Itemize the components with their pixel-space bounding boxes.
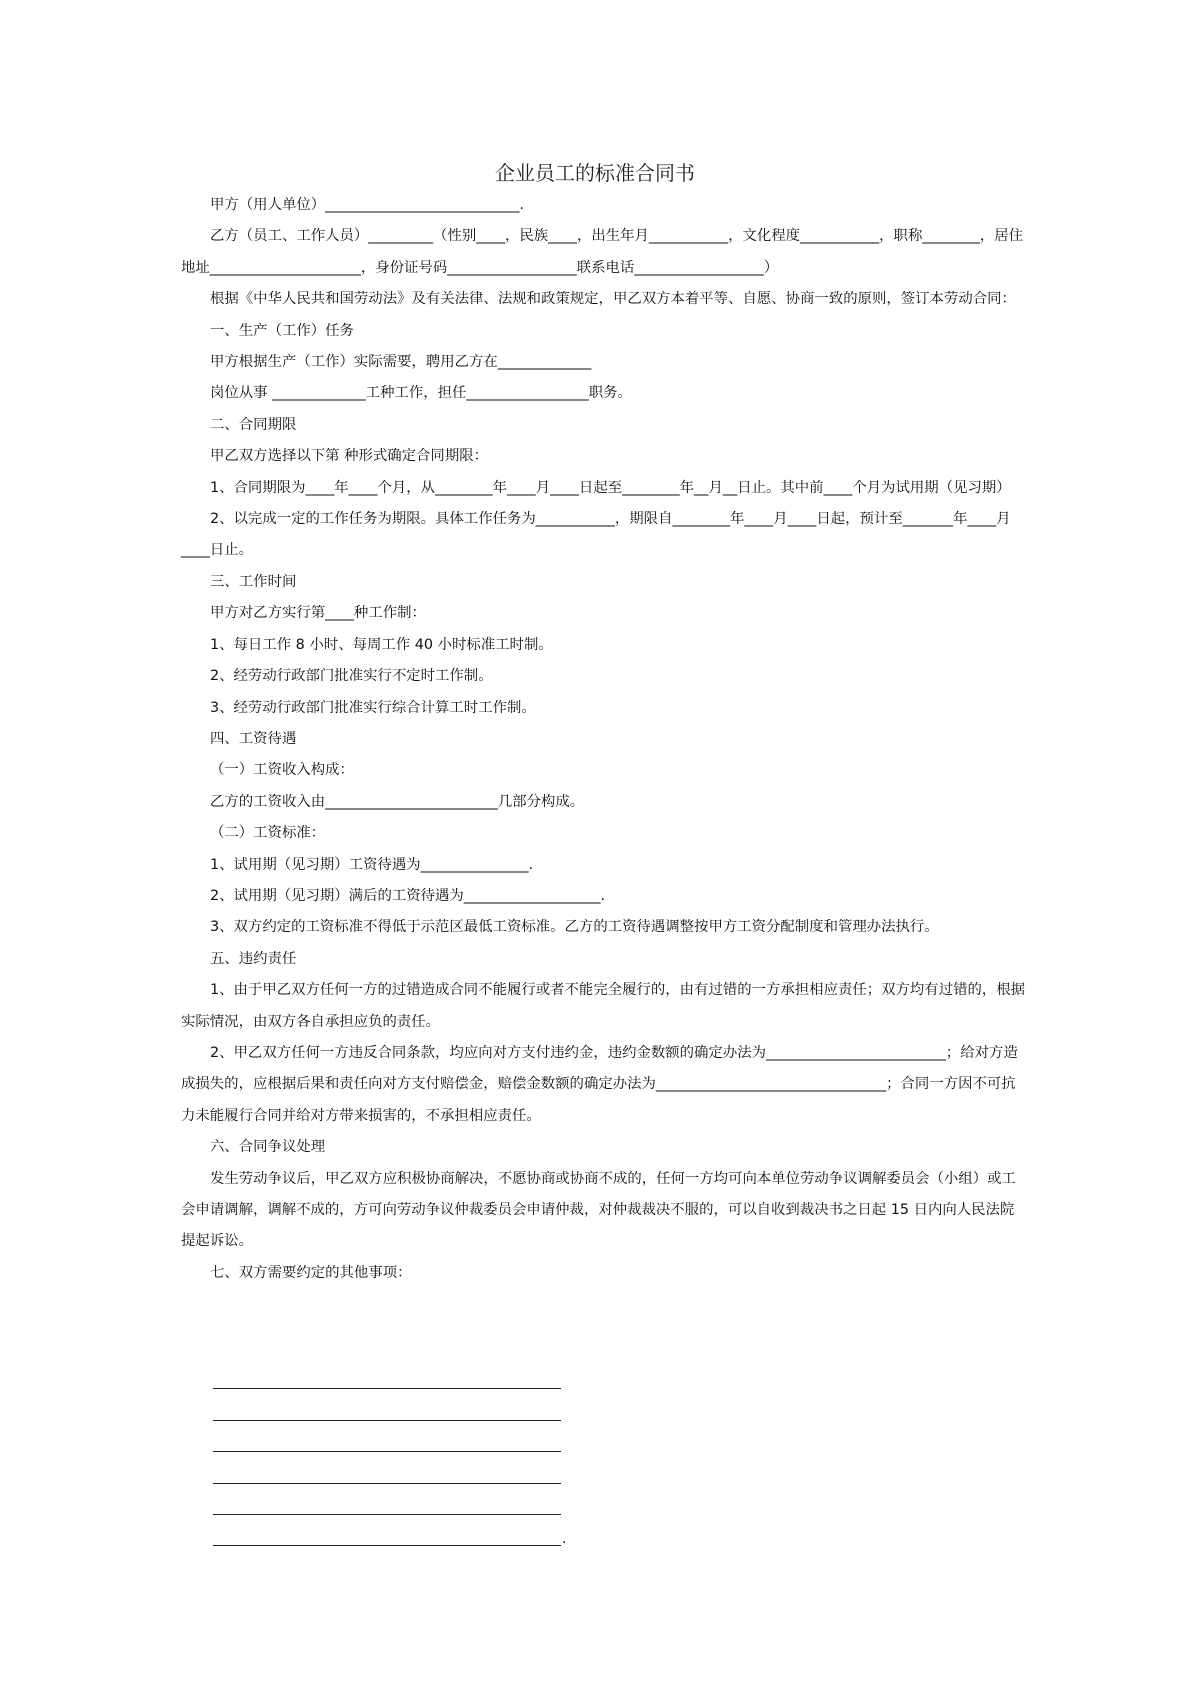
blank-line-rule: [213, 1483, 561, 1484]
paragraph: 甲方对乙方实行第____种工作制：: [210, 605, 426, 622]
paragraph: 乙方的工资收入由________________________几部分构成。: [210, 793, 585, 810]
section-heading: 四、工资待遇: [210, 730, 297, 747]
section-heading: 五、违约责任: [210, 950, 297, 967]
section-heading: 七、双方需要约定的其他事项：: [210, 1264, 412, 1281]
blank-line-rule: [213, 1545, 561, 1546]
blank-line: [213, 1457, 566, 1488]
blank-line-rule: [213, 1420, 561, 1421]
final-period: .: [562, 1531, 567, 1548]
blank-line: [213, 1520, 566, 1551]
paragraph: 3、双方约定的工资标准不得低于示范区最低工资标准。乙方的工资待遇调整按甲方工资分配制度和管理办法执行。: [210, 919, 939, 936]
paragraph: 1、每日工作 8 小时、每周工作 40 小时标准工时制。: [210, 636, 553, 653]
paragraph: 1、由于甲乙双方任何一方的过错造成合同不能履行或者不能完全履行的，由有过错的一方承担相应责任；双方均有过错的，根据实际情况，由双方各自承担应负的责任。: [181, 982, 1026, 1030]
blank-line: [213, 1489, 566, 1520]
blank-line-rule: [213, 1388, 561, 1389]
paragraph: 甲方（用人单位）___________________________.: [210, 197, 524, 213]
section-heading: 一、生产（工作）任务: [210, 322, 354, 339]
paragraph: 3、经劳动行政部门批准实行综合计算工时工作制。: [210, 699, 536, 716]
paragraph: 岗位从事 _____________工种工作，担任_________________职务。: [210, 385, 632, 402]
section-heading: 六、合同争议处理: [210, 1139, 326, 1156]
section-heading: 三、工作时间: [210, 573, 297, 590]
paragraph: 2、以完成一定的工作任务为期限。具体工作任务为___________，期限自________年____月____日起，预计至_______年____月____日止。: [181, 511, 1011, 559]
blank-line: [213, 1426, 566, 1457]
document-title: 企业员工的标准合同书: [495, 161, 695, 185]
blank-line-rule: [213, 1514, 561, 1515]
paragraph: 根据《中华人民共和国劳动法》及有关法律、法规和政策规定，甲乙双方本着平等、自愿、协商一致的原则，签订本劳动合同：: [210, 291, 1016, 308]
sub-heading: （二）工资标准：: [210, 825, 326, 842]
sub-heading: （一）工资收入构成：: [210, 762, 354, 779]
document-body: [181, 190, 1026, 1289]
paragraph: 乙方（员工、工作人员）_________（性别____，民族____，出生年月___________，文化程度___________，职称________，居住地址_____________________，身份证号码__________________联系电话__________________）: [181, 228, 1024, 276]
blank-line-rule: [213, 1451, 561, 1452]
paragraph: 2、甲乙双方任何一方违反合同条款，均应向对方支付违约金，违约金数额的确定办法为_________________________；给对方造成损失的，应根据后果和责任向对方支付赔偿金，赔偿金数额的确定办法为________________________________；合同一方因不可抗力未能履行合同并给对方带来损害的，不承担相应责任。: [181, 1044, 1018, 1124]
section-heading: 二、合同期限: [210, 416, 297, 433]
blank-line: [213, 1394, 566, 1425]
paragraph: 2、经劳动行政部门批准实行不定时工作制。: [210, 668, 493, 685]
paragraph: 甲乙双方选择以下第 种形式确定合同期限：: [210, 448, 488, 465]
paragraph: 甲方根据生产（工作）实际需要，聘用乙方在_____________: [210, 354, 592, 371]
paragraph: 2、试用期（见习期）满后的工资待遇为___________________.: [210, 887, 606, 904]
paragraph: 1、试用期（见习期）工资待遇为_______________.: [210, 856, 534, 873]
paragraph: 发生劳动争议后，甲乙双方应积极协商解决，不愿协商或协商不成的，任何一方均可向本单位劳动争议调解委员会（小组）或工会申请调解，调解不成的，方可向劳动争议仲裁委员会申请仲裁，对仲裁裁决不服的，可以自收到裁决书之日起 15 日内向人民法院提起诉讼。: [181, 1170, 1016, 1250]
other-matters-blank-lines: [213, 1363, 566, 1551]
paragraph: 1、合同期限为____年____个月，从________年____月____日起至________年__月__日止。其中前____个月为试用期（见习期）: [210, 479, 1011, 496]
blank-line: [213, 1363, 566, 1394]
